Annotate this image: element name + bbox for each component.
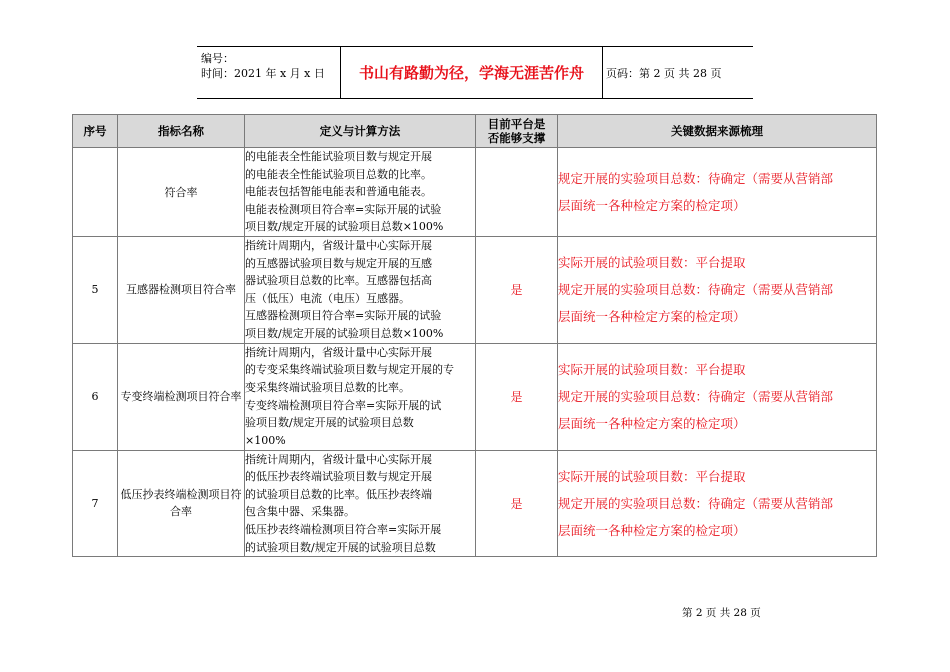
document-number: 编号：: [201, 52, 234, 65]
definition-line: 指统计周期内，省级计量中心实际开展: [245, 345, 432, 359]
source-line: 规定开展的实验项目总数：待确定（需要从营销部: [558, 171, 834, 186]
definition-line: 互感器检测项目符合率=实际开展的试验: [245, 309, 442, 323]
source-line: 层面统一各种检定方案的检定项）: [558, 416, 746, 432]
definition-line: 的互感器试验项目数与规定开展的互感: [245, 256, 432, 270]
row-seq: 5: [73, 237, 118, 344]
definition-line: 包含集中器、采集器。: [245, 505, 355, 519]
definition-line: 电能表包括智能电能表和普通电能表。: [245, 185, 432, 199]
source-line: 规定开展的实验项目总数：待确定（需要从营销部: [558, 389, 834, 405]
table-header-row: [73, 115, 877, 148]
row-seq: 6: [73, 343, 118, 450]
definition-line: 的低压抄表终端试验项目数与规定开展: [245, 470, 432, 484]
row-data-source: [558, 148, 877, 237]
row-indicator-name: 符合率: [118, 148, 245, 237]
definition-line: 指统计周期内，省级计量中心实际开展: [245, 239, 432, 252]
indicator-table: [72, 114, 877, 557]
source-line: 层面统一各种检定方案的检定项）: [558, 522, 746, 538]
source-line: 规定开展的实验项目总数：待确定（需要从营销部: [558, 282, 834, 298]
definition-line: 专变终端检测项目符合率=实际开展的试: [245, 398, 442, 412]
source-line: 规定开展的实验项目总数：待确定（需要从营销部: [558, 495, 834, 511]
row-definition: [245, 148, 476, 237]
definition-line: 器试验项目总数的比率。互感器包括高: [245, 274, 432, 288]
row-data-source: [558, 237, 877, 344]
definition-line: 低压抄表终端检测项目符合率=实际开展: [245, 522, 442, 536]
definition-line: 的电能表全性能试验项目总数的比率。: [245, 167, 432, 181]
row-data-source: [558, 343, 877, 450]
row-data-source: [558, 450, 877, 557]
header-seq: 序号: [73, 115, 118, 148]
row-platform-support: 是: [476, 343, 558, 450]
header-page-number: 页码：第 2 页 共 28 页: [606, 66, 722, 80]
source-line: 实际开展的试验项目数：平台提取: [558, 255, 746, 271]
header-platform-support: 目前平台是否能够支撑: [476, 115, 558, 148]
definition-line: 指统计周期内，省级计量中心实际开展: [245, 452, 432, 466]
header-indicator-name: 指标名称: [118, 115, 245, 148]
row-definition: [245, 237, 476, 344]
row-definition: [245, 450, 476, 557]
definition-line: 变采集终端试验项目总数的比率。: [245, 380, 410, 394]
source-line: 实际开展的试验项目数：平台提取: [558, 468, 746, 484]
row-platform-support: [476, 148, 558, 237]
table-row: [73, 450, 877, 557]
header-definition: 定义与计算方法: [245, 115, 476, 148]
source-line: 实际开展的试验项目数：平台提取: [558, 362, 746, 378]
row-indicator-name: 互感器检测项目符合率: [118, 237, 245, 344]
row-seq: 7: [73, 450, 118, 557]
definition-line: 的电能表全性能试验项目数与规定开展: [245, 150, 432, 164]
table-row: [73, 343, 877, 450]
source-line: 层面统一各种检定方案的检定项）: [558, 309, 746, 325]
table-row: [73, 148, 877, 237]
row-definition: [245, 343, 476, 450]
document-time: 时间：2021 年 x 月 x 日: [201, 67, 325, 80]
page-footer: 第 2 页 共 28 页: [682, 607, 761, 619]
row-seq: [73, 148, 118, 237]
row-indicator-name: 低压抄表终端检测项目符合率: [118, 450, 245, 557]
row-indicator-name: 专变终端检测项目符合率: [118, 343, 245, 450]
definition-line: 项目数/规定开展的试验项目总数×100%: [245, 220, 444, 234]
definition-line: 的试验项目总数的比率。低压抄表终端: [245, 487, 432, 501]
page-header: [197, 46, 753, 99]
definition-line: 电能表检测项目符合率=实际开展的试验: [245, 202, 442, 216]
definition-line: 的试验项目数/规定开展的试验项目总数: [245, 540, 436, 554]
header-data-source: 关键数据来源梳理: [558, 115, 877, 148]
definition-line: 项目数/规定开展的试验项目总数×100%: [245, 326, 444, 340]
row-platform-support: 是: [476, 237, 558, 344]
source-line: 层面统一各种检定方案的检定项）: [558, 198, 746, 213]
definition-line: 的专变采集终端试验项目数与规定开展的专: [245, 363, 454, 377]
definition-line: 压（低压）电流（电压）互感器。: [245, 291, 410, 305]
header-meta: [201, 47, 339, 102]
definition-line: 验项目数/规定开展的试验项目总数: [245, 416, 414, 430]
row-platform-support: 是: [476, 450, 558, 557]
table-row: [73, 237, 877, 344]
header-motto: 书山有路勤为径，学海无涯苦作舟: [340, 47, 603, 98]
definition-line: ×100%: [245, 433, 286, 447]
